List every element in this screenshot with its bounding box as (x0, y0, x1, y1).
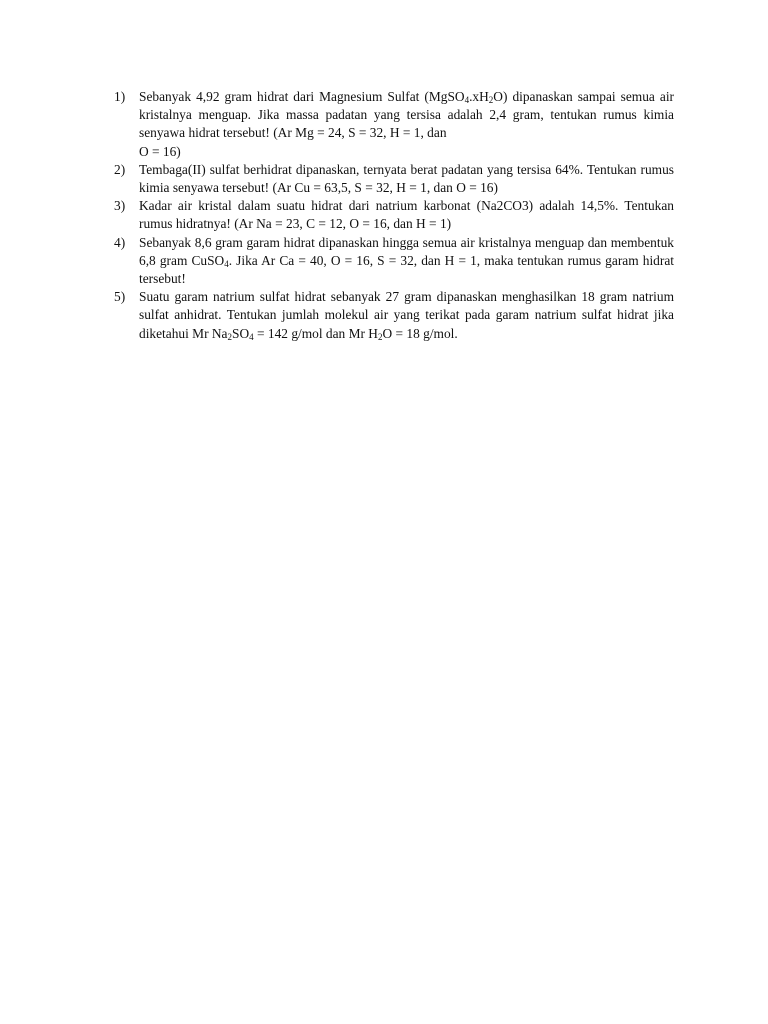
question-number: 5) (114, 289, 126, 305)
question-3 (114, 197, 674, 233)
question-text: Sebanyak 8,6 gram garam hidrat dipanaskan hingga semua air kristalnya menguap dan membentuk 6,8 gram CuSO$_4$. Jika Ar Ca = 40, O = 16, S = 32, dan H = 1, maka tentukan rumus garam hidrat tersebut! (139, 234, 674, 287)
question-text: Suatu garam natrium sulfat hidrat sebanyak 27 gram dipanaskan menghasilkan 18 gram natrium sulfat anhidrat. Tentukan jumlah molekul air yang terikat pada garam natrium sulfat hidrat jika diketahui Mr $Na_2SO_4 = 142$ g/mol dan Mr $H_2O = 18$ g/mol. (139, 289, 674, 342)
question-text: Sebanyak 4,92 gram hidrat dari Magnesium Sulfat $(MgSO_4.xH_2O)$ dipanaskan sampai semua air kristalnya menguap. Jika massa padatan yang tersisa adalah 2,4 gram, tentukan rumus kimia senyawa hidrat tersebut! (Ar Mg = 24, S = 32, H = 1, dan O = 16) (139, 89, 674, 159)
question-number: 4) (114, 234, 126, 250)
question-number: 3) (114, 198, 126, 214)
question-text: Tembaga(II) sulfat berhidrat dipanaskan, ternyata berat padatan yang tersisa 64%. Tentukan rumus kimia senyawa tersebut! (Ar Cu = 63,5, S = 32, H = 1, dan O = 16) (139, 161, 674, 196)
question-2 (114, 161, 674, 197)
question-4 (114, 234, 674, 289)
question-number: 2) (114, 161, 126, 177)
question-1 (114, 88, 674, 161)
question-number: 1) (114, 89, 126, 104)
question-5 (114, 288, 674, 343)
question-list (114, 88, 674, 343)
question-text: Kadar air kristal dalam suatu hidrat dari natrium karbonat (Na2CO3) adalah 14,5%. Tentukan rumus hidratnya! (Ar Na = 23, C = 12, O = 16, dan H = 1) (139, 198, 674, 232)
